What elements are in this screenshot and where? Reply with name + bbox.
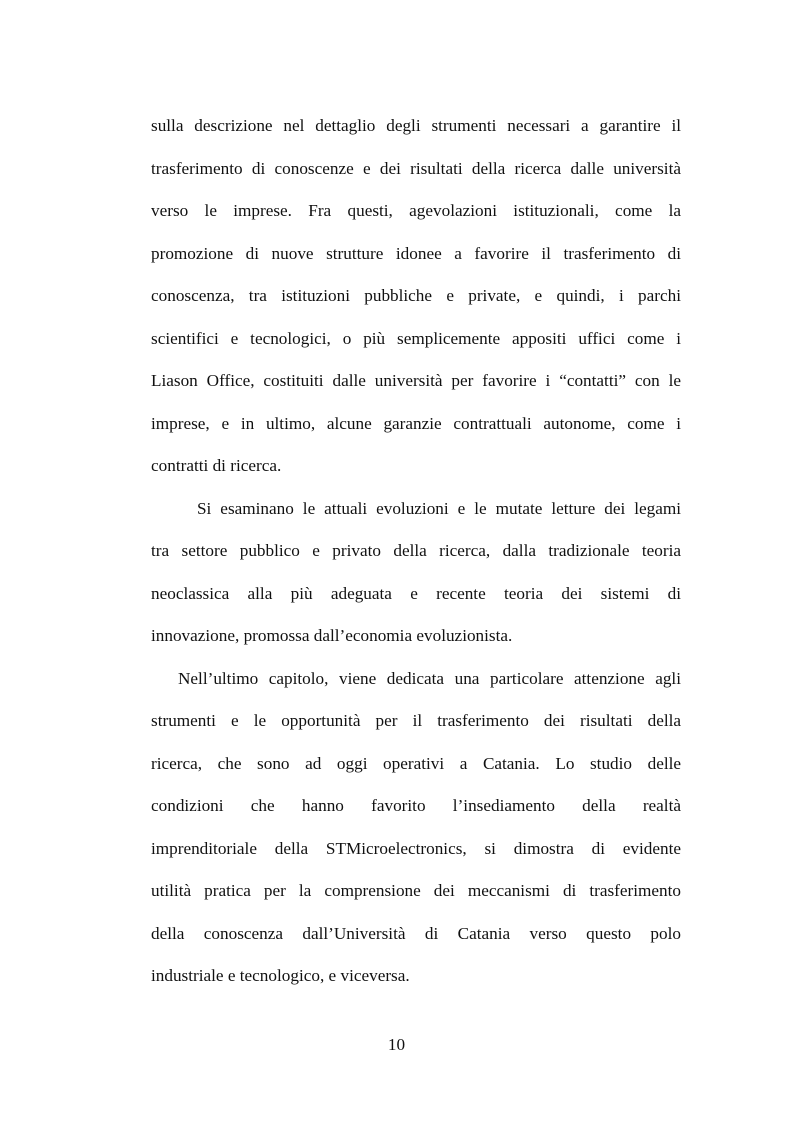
- page-number: 10: [387, 1035, 406, 1054]
- text-line: industriale e tecnologico, e viceversa.: [151, 966, 410, 985]
- text-line: condizioni che hanno favorito l’insediamento della realtà: [151, 796, 681, 815]
- text-line: della conoscenza dall’Università di Catania verso questo polo: [151, 923, 681, 943]
- text-line: verso le imprese. Fra questi, agevolazioni istituzionali, come la: [151, 201, 681, 220]
- text-line: conoscenza, tra istituzioni pubbliche e private, e quindi, i parchi: [151, 286, 681, 305]
- text-line: trasferimento di conoscenze e dei risultati della ricerca dalle università: [151, 158, 681, 178]
- text-line: Si esaminano le attuali evoluzioni e le mutate letture dei legami: [197, 498, 681, 518]
- text-line: tra settore pubblico e privato della ricerca, dalla tradizionale teoria: [151, 541, 681, 560]
- text-line: innovazione, promossa dall’economia evoluzionista.: [151, 626, 513, 645]
- text-line: strumenti e le opportunità per il trasferimento dei risultati della: [151, 711, 681, 730]
- text-line: contratti di ricerca.: [151, 456, 282, 475]
- text-line: imprese, e in ultimo, alcune garanzie contrattuali autonome, come i: [151, 413, 681, 433]
- text-line: ricerca, che sono ad oggi operativi a Catania. Lo studio delle: [151, 753, 681, 773]
- text-line: imprenditoriale della STMicroelectronics, si dimostra di evidente: [151, 838, 681, 858]
- paragraph-1: [151, 105, 681, 488]
- text-line: sulla descrizione nel dettaglio degli strumenti necessari a garantire il: [151, 116, 681, 135]
- text-line: Nell’ultimo capitolo, viene dedicata una particolare attenzione agli: [178, 668, 681, 688]
- text-line: neoclassica alla più adeguata e recente teoria dei sistemi di: [151, 583, 681, 603]
- text-line: promozione di nuove strutture idonee a favorire il trasferimento di: [151, 243, 681, 263]
- body-text: [151, 105, 681, 998]
- text-line: scientifici e tecnologici, o più semplicemente appositi uffici come i: [151, 328, 681, 348]
- paragraph-2: [151, 488, 681, 658]
- paragraph-3: [151, 658, 681, 998]
- text-line: utilità pratica per la comprensione dei meccanismi di trasferimento: [151, 881, 681, 900]
- text-line: Liason Office, costituiti dalle università per favorire i “contatti” con le: [151, 371, 681, 390]
